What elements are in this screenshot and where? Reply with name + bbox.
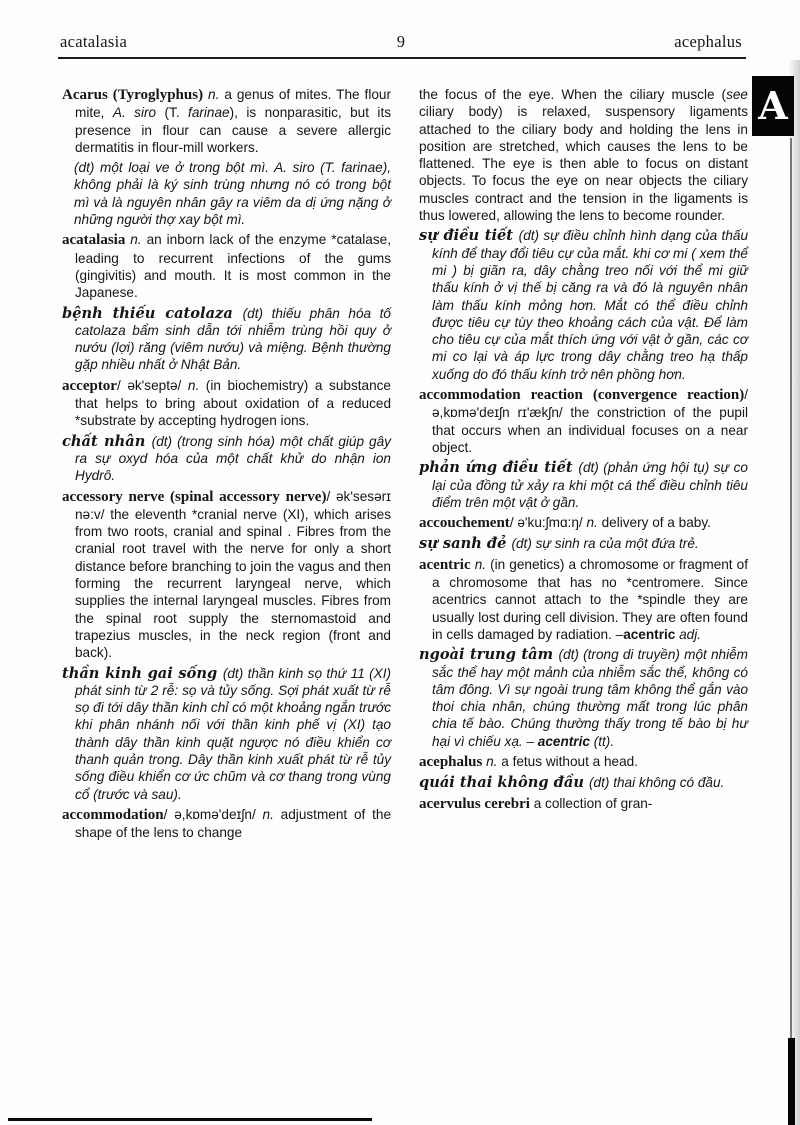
italic-text-segment: (dt) (trong sinh hóa) một chất giúp gây ra sự oxyd hóa của một chất khử do nhận ion Hydrô. xyxy=(75,433,391,484)
headword: acceptor xyxy=(62,377,117,394)
vietnamese-headword: thần kinh gai sống xyxy=(62,664,223,682)
dictionary-paragraph xyxy=(419,795,748,813)
page-edge-bar xyxy=(788,1038,795,1125)
italic-text-segment: n. xyxy=(130,232,142,248)
page-edge-line xyxy=(790,138,792,1038)
text-segment: a fetus without a head. xyxy=(497,753,639,769)
headword: accouchement xyxy=(419,515,510,532)
text-segment: / ək'septə/ xyxy=(116,377,188,393)
dictionary-paragraph xyxy=(62,231,391,301)
dictionary-paragraph xyxy=(419,514,748,532)
text-segment: / ə'ku:ʃmɑ:ŋ/ xyxy=(509,515,587,531)
header-rule xyxy=(58,57,746,59)
headword: Acarus (Tyroglyphus) xyxy=(62,87,209,103)
vietnamese-headword: sự điều tiết xyxy=(419,227,519,245)
vietnamese-headword: phản ứng điều tiết xyxy=(419,459,579,477)
text-segment: adjustment of the shape of the lens to change xyxy=(75,806,392,841)
dictionary-paragraph xyxy=(62,665,391,803)
scan-artifact-line xyxy=(8,1118,372,1121)
italic-text-segment: (dt) một loại ve ở trong bột mì. A. siro (T. farinae), không phải là ký sinh trùng nhưng nó có trong bột mì và là nguyên nhân gây ra viêm da dị ứng nặng ở những người thợ xay bột mì. xyxy=(74,160,391,228)
dictionary-paragraph xyxy=(419,535,748,552)
text-segment: / ə,kɒmə'deɪʃn/ xyxy=(163,806,263,822)
italic-text-segment: (dt) (phản ứng hội tụ) sự co lại của đồng tử xảy ra khi một cá thể điều chỉnh tiêu điểm trên một vật ở gần. xyxy=(432,460,748,510)
italic-text-segment: (dt) thai không có đầu. xyxy=(589,775,725,791)
italic-text-segment: n. xyxy=(586,515,598,531)
text-segment: a genus of mites. The flour mite, xyxy=(75,87,391,121)
text-segment: (in genetics) a chromosome or fragment of a chromosome that has no *centromere. Since acentrics cannot attach to the *spindle they are usually lost during cell division. They are often found in cells damaged by radiation. – xyxy=(432,556,748,642)
italic-text-segment: n. xyxy=(486,753,498,769)
dictionary-paragraph xyxy=(419,753,748,771)
headword: acervulus cerebri xyxy=(419,795,534,812)
dictionary-paragraph xyxy=(419,459,748,511)
italic-text-segment: farinae xyxy=(188,105,230,121)
dictionary-paragraph xyxy=(419,646,748,750)
guide-word-left: acatalasia xyxy=(60,32,128,51)
dictionary-paragraph xyxy=(62,488,391,662)
text-segment: an inborn lack of the enzyme *catalase, leading to recurrent infections of the gums (gingivitis) and mouth. It is most common in the Japanese. xyxy=(75,232,391,301)
italic-text-segment: see xyxy=(726,87,748,102)
italic-text-segment: n. xyxy=(474,556,487,572)
italic-text-segment: A. siro xyxy=(112,105,157,121)
dictionary-paragraph xyxy=(419,227,748,383)
italic-text-segment: adj. xyxy=(675,626,702,642)
text-segment: / ək'sesərɪ nə:v/ the eleventh *cranial nerve (XI), which arises from two roots, cranial and spinal . Fibres from the cranial root travel with the nerve for only a short distance before branching to join the vagus and then forming the recurrent laryngeal nerve, which supplies the internal laryngeal muscles. Fibres from the spinal root supply the sternomastoid and trapezius muscles, in the neck region (front and back). xyxy=(75,488,392,661)
dictionary-paragraph xyxy=(419,556,748,643)
italic-text-segment: (dt) thiếu phân hóa tố catolaza bẩm sinh dẫn tới nhiễm trùng hồi quy ở nướu (lợi) răng (viêm nướu) và miệng. Bệnh thường gặp nhiều nhất ở Nhật Bản. xyxy=(75,305,391,373)
text-segment: delivery of a baby. xyxy=(597,515,711,531)
dictionary-paragraph xyxy=(419,386,748,456)
italic-text-segment: n. xyxy=(262,806,274,822)
running-head xyxy=(60,32,742,52)
page-number: 9 xyxy=(396,32,406,51)
text-segment: ), is nonparasitic, but its presence in flour can cause a severe allergic dermatitis in flour-mill workers. xyxy=(75,105,392,155)
dictionary-paragraph xyxy=(62,305,391,374)
italic-text-segment: (dt) sự điều chỉnh hình dạng của thấu kính để thay đổi tiêu cự của mắt. khi cơ mi ( xem thể mi ) bị giãn ra, dây chằng treo nối với thể mi giữ thấu kính ở vị thế bị căng ra và đó là nguyên nhân làm thấu kính mỏng hơn. Mắt có thể điều chỉnh được tiêu cự tùy theo khoảng cách của vật. Để làm cho tiêu cự của mắt thích ứng với vật ở gần, các cơ mi co lại và áp lực trong dây chằng treo hạ thấp xuống do đó thấu kính trở nên phồng hơn. xyxy=(432,228,749,382)
text-segment: (T. xyxy=(156,105,189,121)
dictionary-paragraph xyxy=(62,806,391,842)
headword: acephalus xyxy=(419,753,487,770)
italic-text-segment: n. xyxy=(187,377,200,393)
guide-word-right: acephalus xyxy=(674,32,742,51)
dictionary-paragraph xyxy=(62,159,391,228)
vietnamese-headword: ngoài trung tâm xyxy=(419,646,559,664)
left-column xyxy=(62,86,391,844)
text-segment: the focus of the eye. When the ciliary muscle ( xyxy=(419,87,727,102)
thumb-index-tab: A xyxy=(752,76,794,136)
text-segment: a collection of gran- xyxy=(533,795,653,811)
vietnamese-headword: sự sanh đẻ xyxy=(419,535,512,553)
italic-text-segment: n. xyxy=(208,87,220,102)
dictionary-paragraph xyxy=(419,774,748,791)
right-column xyxy=(419,86,748,844)
italic-text-segment: (tt). xyxy=(589,733,615,749)
bold-italic-text-segment: acentric xyxy=(537,733,590,749)
dictionary-paragraph xyxy=(419,86,748,224)
headword: accessory nerve (spinal accessory nerve) xyxy=(62,488,327,505)
headword: accommodation xyxy=(62,806,164,823)
italic-text-segment: (dt) (trong di truyền) một nhiễm sắc thể hay một mảnh của nhiễm sắc thể, không có tâm đông. Vì sự ngoài trung tâm không thể gắn vào thoi chia nhân, chúng thường mất trong lúc phân chia tế bào. Chúng thường thấy trong tế bào bị hư hại vì chiếu xạ. – xyxy=(432,647,748,749)
dictionary-paragraph xyxy=(62,86,391,156)
text-segment: / ə,kɒmə'deɪʃn rɪ'ækʃn/ the constriction of the pupil that occurs when an individual focuses on a near object. xyxy=(432,387,748,455)
headword: acentric xyxy=(419,556,475,573)
vietnamese-headword: bệnh thiếu catolaza xyxy=(62,304,243,322)
vietnamese-headword: quái thai không đầu xyxy=(419,774,590,792)
headword: acatalasia xyxy=(62,232,131,249)
dictionary-paragraph xyxy=(62,377,391,430)
text-segment: ciliary body) is relaxed, suspensory ligaments attached to the ciliary body and holding the lens in position are stretched, which causes the lens to be flattened. The eye is then able to focus on distant objects. To focus the eye on near objects the ciliary muscles contract and the tension in the ligaments is thus lowered, allowing the lens to become rounder. xyxy=(419,104,748,224)
bold-text-segment: acentric xyxy=(623,626,676,642)
dictionary-paragraph xyxy=(62,433,391,485)
vietnamese-headword: chất nhân xyxy=(62,432,152,450)
headword: accommodation reaction (convergence reaction) xyxy=(419,387,745,404)
text-segment: (in biochemistry) a substance that helps to bring about oxidation of a reduced *substrate by accepting hydrogen ions. xyxy=(75,377,391,429)
text-columns xyxy=(62,86,748,844)
italic-text-segment: (dt) sự sinh ra của một đứa trẻ. xyxy=(511,536,699,552)
italic-text-segment: (dt) thần kinh sọ thứ 11 (XI) phát sinh từ 2 rễ: sọ và tủy sống. Sợi phát xuất từ rễ sọ đi tới dây thần kinh chỉ có một khoảng ngắn trước khi phân nhánh nối với thần kinh phế vị (XI) tạo thành dây thần kinh quặt ngược nó điều khiển cơ thanh quản trong. Dây thần kinh xuất phát từ rễ tủy sống điều khiển cơ ức chũm và cơ thang trong vùng cổ (trước và sau). xyxy=(75,665,391,802)
